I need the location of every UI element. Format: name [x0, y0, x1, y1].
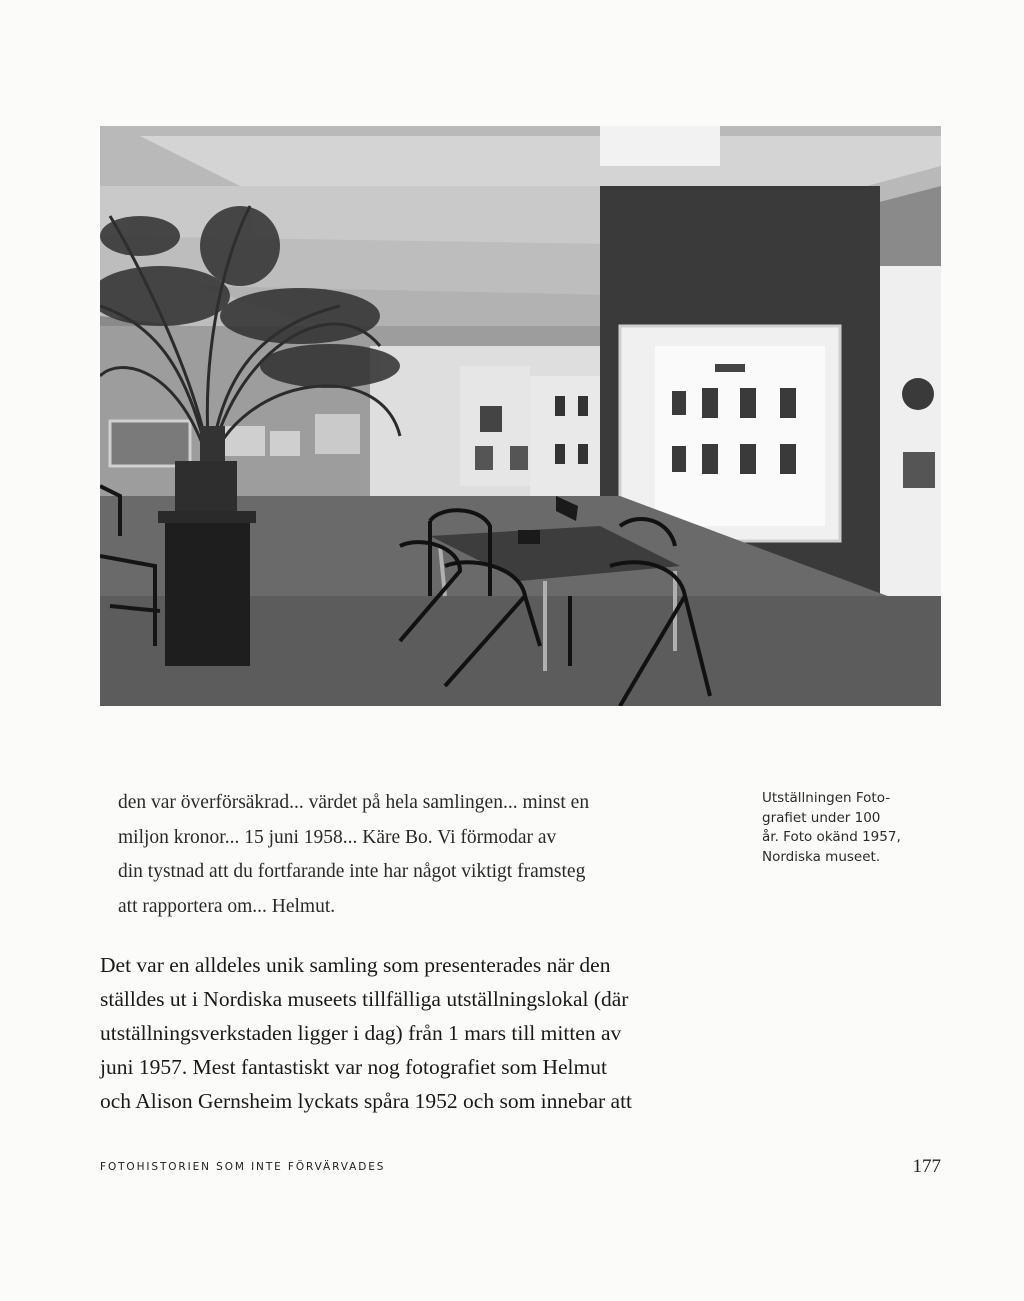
body-line: Det var en alldeles unik samling som presenterades när den — [100, 953, 611, 977]
body-line: ställdes ut i Nordiska museets tillfälliga utställningslokal (där — [100, 987, 629, 1011]
photo-caption — [762, 789, 932, 867]
exhibition-photo — [100, 126, 941, 706]
caption-line: grafiet under 100 — [762, 809, 881, 826]
caption-line: år. Foto okänd 1957, — [762, 829, 901, 845]
body-line: utställningsverkstaden ligger i dag) från 1 mars till mitten av — [100, 1021, 622, 1045]
body-line: och Alison Gernsheim lyckats spåra 1952 och som innebar att — [100, 1089, 633, 1113]
exhibition-photo-graphic — [100, 126, 941, 706]
quote-line: din tystnad att du fortfarande inte har något viktigt framsteg — [118, 861, 586, 882]
quote-line: miljon kronor... 15 juni 1958... Käre Bo. Vi förmodar av — [118, 826, 557, 848]
running-head: FOTOHISTORIEN SOM INTE FÖRVÄRVADES — [100, 1161, 386, 1173]
quote-line: att rapportera om... Helmut. — [118, 895, 336, 917]
page-number: 177 — [912, 1156, 941, 1177]
caption-line: Utställningen Foto- — [762, 790, 891, 806]
quoted-letter-excerpt — [118, 786, 698, 924]
body-line: juni 1957. Mest fantastiskt var nog fotografiet som Helmut — [100, 1055, 607, 1079]
caption-line: Nordiska museet. — [762, 848, 881, 865]
quote-line: den var överförsäkrad... värdet på hela samlingen... minst en — [118, 792, 590, 813]
body-paragraph — [100, 948, 700, 1118]
